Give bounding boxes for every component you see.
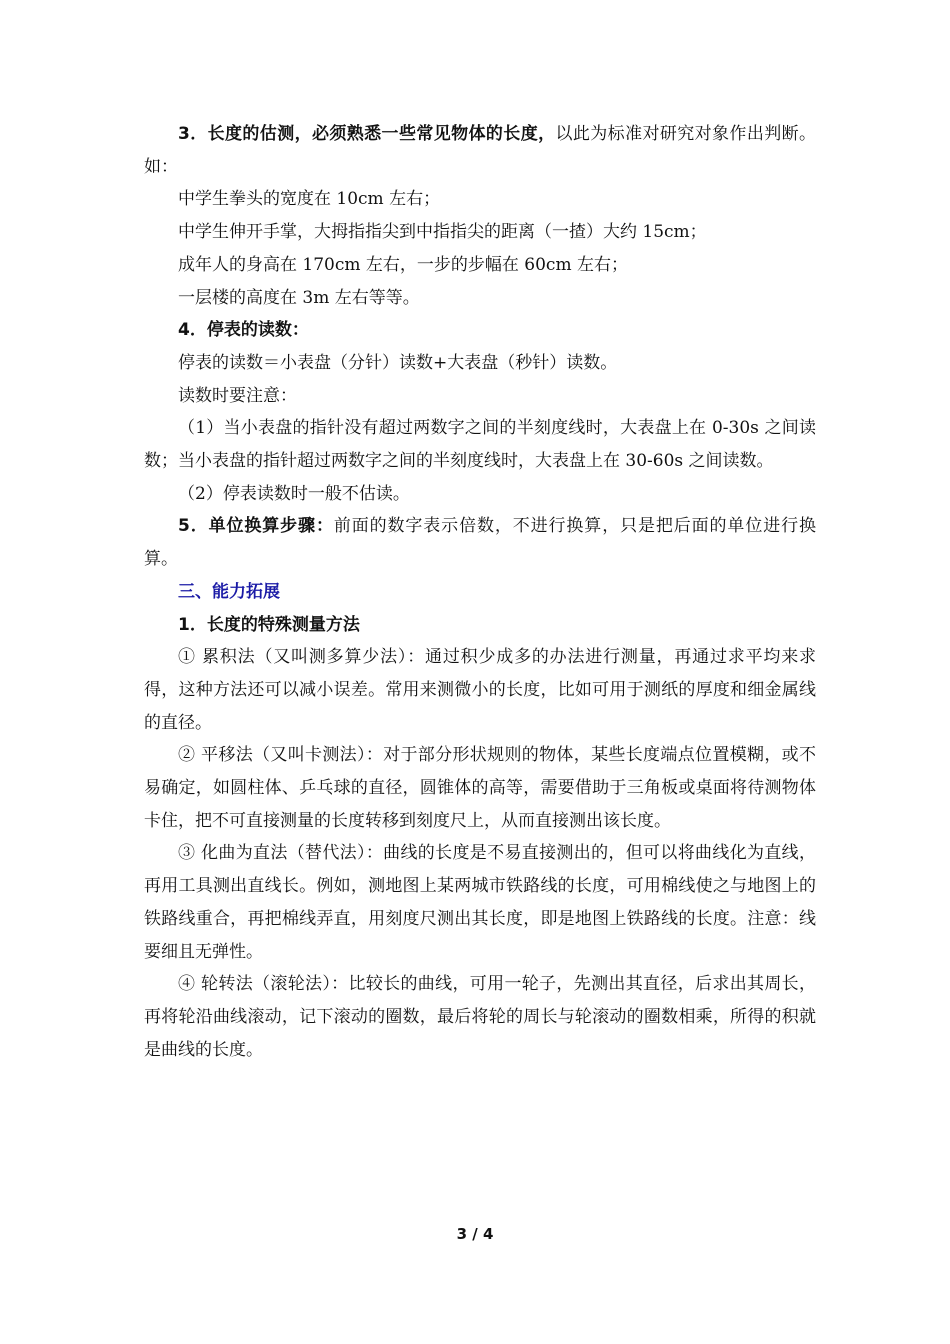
method-accumulation: ① 累积法（又叫测多算少法）：通过积少成多的办法进行测量，再通过求平均来求得，这种方法还可以减小误差。常用来测微小的长度，比如可用于测纸的厚度和细金属线的直径。 <box>144 647 816 733</box>
heading-stopwatch <box>144 314 816 347</box>
example-adult: 成年人的身高在 170cm 左右，一步的步幅在 60cm 左右； <box>178 254 628 275</box>
example-fist: 中学生拳头的宽度在 10cm 左右； <box>178 189 441 210</box>
section-heading-ability: 三、能力拓展 <box>178 581 280 602</box>
example-floor: 一层楼的高度在 3m 左右等等。 <box>178 287 420 308</box>
page-content <box>144 118 816 1066</box>
stopwatch-item-2: （2）停表读数时一般不估读。 <box>178 483 410 504</box>
paragraph-body: 以此为标准对研究对象作出判断。如： <box>144 124 817 177</box>
method-curve-to-line: ③ 化曲为直法（替代法）：曲线的长度是不易直接测出的，但可以将曲线化为直线，再用工具测出直线长。例如，测地图上某两城市铁路线的长度，可用棉线使之与地图上的铁路线重合，再把棉线弄直，用刻度尺测出其长度，即是地图上铁路线的长度。注意：线要细且无弹性。 <box>144 843 816 962</box>
method-wheel: ④ 轮转法（滚轮法）：比较长的曲线，可用一轮子，先测出其直径，后求出其周长，再将轮沿曲线滚动，记下滚动的圈数，最后将轮的周长与轮滚动的圈数相乘，所得的积就是曲线的长度。 <box>144 974 816 1060</box>
example-hand: 中学生伸开手掌，大拇指指尖到中指指尖的距离（一揸）大约 15cm； <box>178 222 707 243</box>
stopwatch-note: 读数时要注意： <box>178 385 297 406</box>
subheading-special-methods: 1．长度的特殊测量方法 <box>178 614 360 635</box>
paragraph-lead: 5．单位换算步骤： <box>178 516 334 537</box>
paragraph-body: 前面的数字表示倍数，不进行换算，只是把后面的单位进行换算。 <box>144 516 816 570</box>
paragraph-lead: 4．停表的读数： <box>178 320 309 341</box>
stopwatch-formula: 停表的读数＝小表盘（分针）读数+大表盘（秒针）读数。 <box>178 352 618 373</box>
paragraph-unit-conversion <box>144 510 816 575</box>
method-translation: ② 平移法（又叫卡测法）：对于部分形状规则的物体，某些长度端点位置模糊，或不易确定，如圆柱体、乒乓球的直径，圆锥体的高等，需要借助于三角板或桌面将待测物体卡住，把不可直接测量的长度转移到刻度尺上，从而直接测出该长度。 <box>144 745 816 831</box>
page-number: 3 / 4 <box>456 1225 494 1243</box>
stopwatch-item-1: （1）当小表盘的指针没有超过两数字之间的半刻度线时，大表盘上在 0-30s 之间读数；当小表盘的指针超过两数字之间的半刻度线时，大表盘上在 30-60s 之间读数。 <box>144 418 816 472</box>
paragraph-lead: 3．长度的估测，必须熟悉一些常见物体的长度， <box>178 124 556 144</box>
paragraph-length-estimation <box>144 118 816 183</box>
